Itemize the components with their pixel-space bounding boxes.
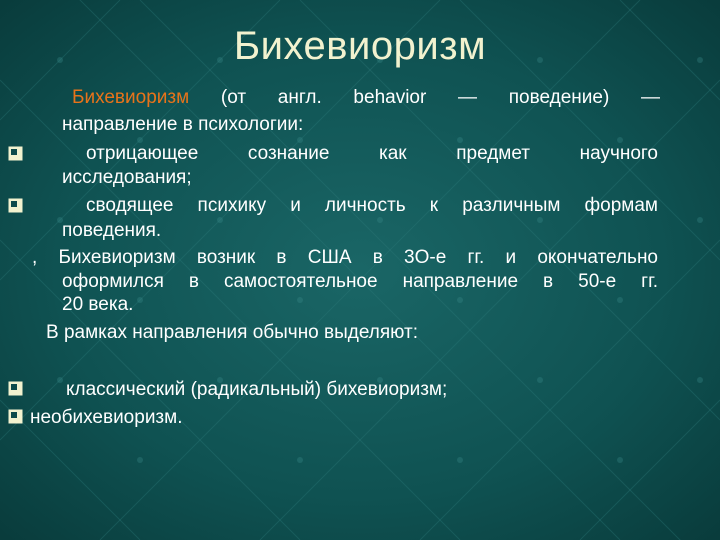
intro-line-1 <box>72 86 660 110</box>
checkbox-square-icon <box>8 409 23 424</box>
intro-line-2: направление в психологии: <box>62 114 304 135</box>
history-line-1: , Бихевиоризм возник в США в 3О-е гг. и окончательно <box>32 247 658 268</box>
checkbox-square-icon <box>8 381 23 396</box>
history-line-2: оформился в самостоятельное направление в 50-е гг. <box>62 271 658 292</box>
slide-title: Бихевиоризм <box>233 24 487 68</box>
intro-term: Бихевиоризм <box>72 87 190 108</box>
bullet-1-line-2: исследования; <box>62 167 192 188</box>
history-line-3: 20 века. <box>62 294 134 315</box>
type-item-neo: необихевиоризм. <box>30 407 183 428</box>
type-item-classic: классический (радикальный) бихевиоризм; <box>66 379 448 400</box>
checkbox-square-icon <box>8 146 23 161</box>
intro-definition: (от англ. behavior — поведение) — <box>220 87 660 108</box>
bullet-1-line-1: отрицающее сознание как предмет научного <box>86 143 658 164</box>
types-intro: В рамках направления обычно выделяют: <box>46 322 418 343</box>
bullet-2-line-2: поведения. <box>62 220 162 241</box>
bullet-2-line-1: сводящее психику и личность к различным формам <box>86 195 658 216</box>
checkbox-square-icon <box>8 198 23 213</box>
